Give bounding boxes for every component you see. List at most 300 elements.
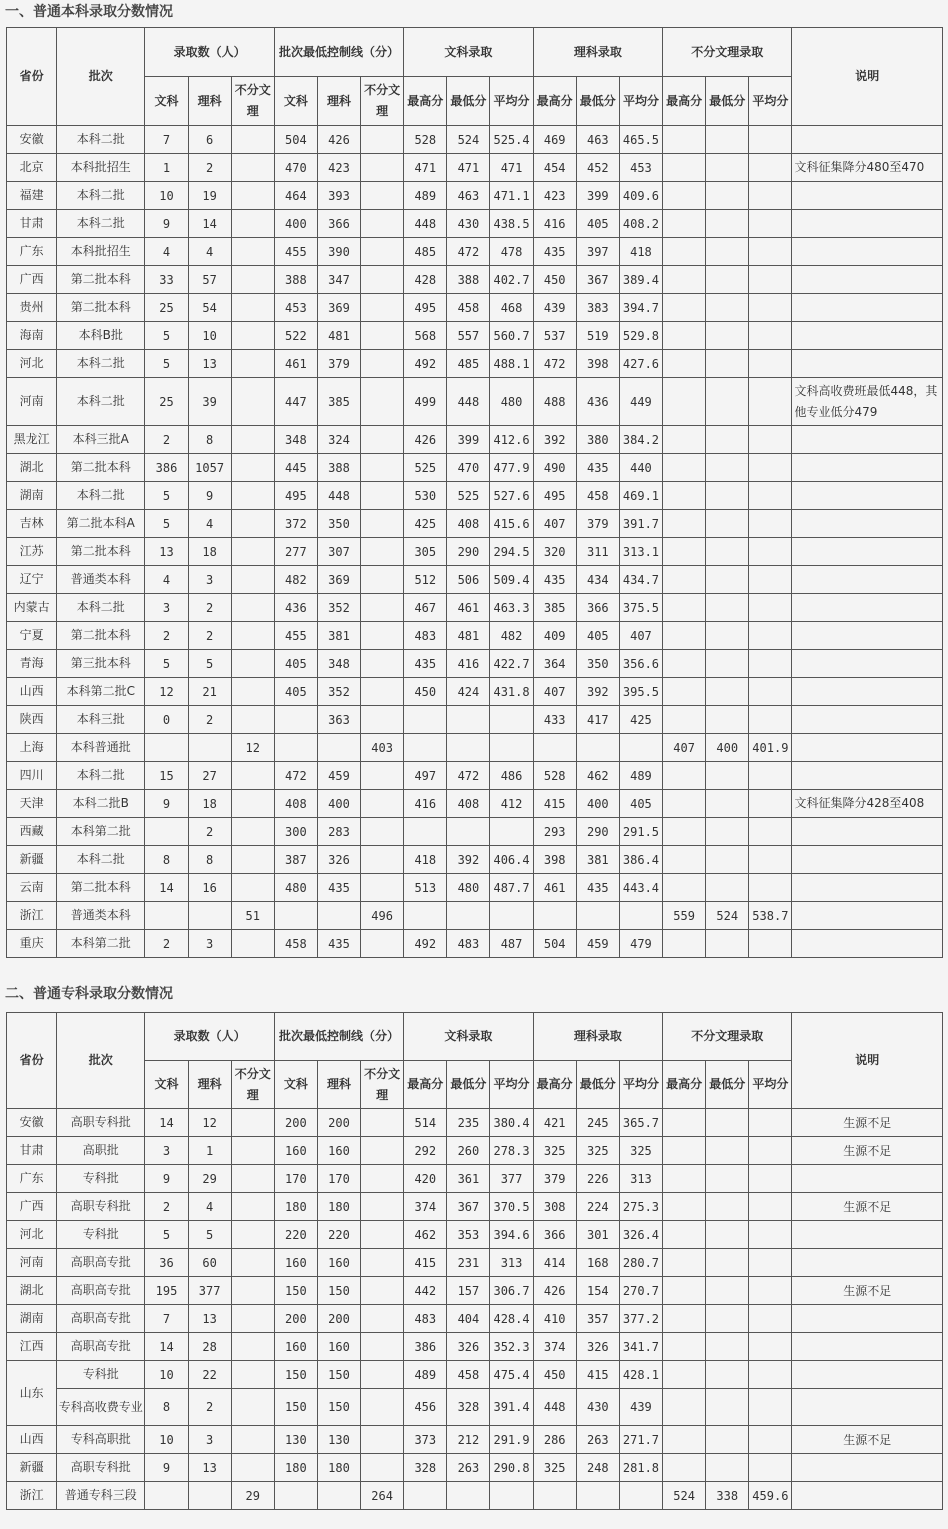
province-cell: 河北	[7, 350, 57, 378]
score-cell	[749, 1221, 792, 1249]
score-cell	[231, 210, 274, 238]
score-cell	[749, 426, 792, 454]
score-cell: 408	[447, 790, 490, 818]
score-cell: 4	[145, 566, 188, 594]
score-cell: 1	[145, 154, 188, 182]
score-cell: 150	[317, 1361, 360, 1389]
score-cell: 10	[145, 1426, 188, 1454]
score-cell: 4	[188, 510, 231, 538]
score-cell	[663, 566, 706, 594]
note-cell	[792, 678, 943, 706]
province-cell: 湖北	[7, 454, 57, 482]
score-cell: 435	[576, 454, 619, 482]
score-cell	[663, 874, 706, 902]
score-cell: 5	[188, 650, 231, 678]
score-cell: 489	[404, 1361, 447, 1389]
score-cell	[231, 154, 274, 182]
score-cell: 459.6	[749, 1482, 792, 1510]
score-cell	[576, 734, 619, 762]
score-cell	[231, 1426, 274, 1454]
note-cell: 文科征集降分480至470	[792, 154, 943, 182]
score-cell	[361, 350, 404, 378]
subheader-like: 理科	[188, 77, 231, 126]
score-cell	[706, 1165, 749, 1193]
score-cell: 293	[533, 818, 576, 846]
score-cell: 504	[533, 930, 576, 958]
score-cell	[619, 1482, 662, 1510]
score-cell: 366	[317, 210, 360, 238]
score-cell	[749, 266, 792, 294]
score-cell: 21	[188, 678, 231, 706]
score-cell: 7	[145, 126, 188, 154]
score-cell	[231, 678, 274, 706]
score-cell	[706, 818, 749, 846]
score-cell: 489	[619, 762, 662, 790]
note-cell	[792, 482, 943, 510]
score-cell: 415.6	[490, 510, 533, 538]
score-cell	[361, 622, 404, 650]
score-cell: 352	[317, 594, 360, 622]
score-cell: 160	[317, 1333, 360, 1361]
score-cell: 481	[317, 322, 360, 350]
province-cell: 安徽	[7, 1109, 57, 1137]
subheader-min: 最低分	[447, 1061, 490, 1109]
score-cell: 477.9	[490, 454, 533, 482]
score-cell	[663, 1361, 706, 1389]
score-cell	[706, 510, 749, 538]
score-cell: 485	[404, 238, 447, 266]
note-cell	[792, 322, 943, 350]
score-cell: 324	[317, 426, 360, 454]
score-cell	[663, 182, 706, 210]
note-cell	[792, 734, 943, 762]
note-cell	[792, 294, 943, 322]
score-cell: 14	[145, 1109, 188, 1137]
score-cell: 471	[404, 154, 447, 182]
score-cell: 260	[447, 1137, 490, 1165]
score-cell	[706, 566, 749, 594]
subheader-avg: 平均分	[619, 1061, 662, 1109]
note-cell	[792, 1454, 943, 1482]
score-cell	[188, 902, 231, 930]
subheader-min: 最低分	[576, 77, 619, 126]
score-cell: 29	[231, 1482, 274, 1510]
score-cell	[663, 238, 706, 266]
score-cell: 369	[317, 294, 360, 322]
subheader-wenke: 文科	[274, 1061, 317, 1109]
score-cell: 12	[188, 1109, 231, 1137]
note-cell: 生源不足	[792, 1426, 943, 1454]
batch-cell: 第三批本科	[57, 650, 145, 678]
score-cell: 290	[447, 538, 490, 566]
note-cell	[792, 706, 943, 734]
score-cell: 328	[447, 1389, 490, 1426]
score-cell: 416	[404, 790, 447, 818]
note-cell	[792, 1165, 943, 1193]
score-cell: 436	[576, 378, 619, 426]
score-cell: 2	[188, 706, 231, 734]
score-cell	[231, 874, 274, 902]
subheader-min: 最低分	[447, 77, 490, 126]
score-cell: 527.6	[490, 482, 533, 510]
province-cell: 新疆	[7, 1454, 57, 1482]
score-cell: 439	[619, 1389, 662, 1426]
score-cell: 370.5	[490, 1193, 533, 1221]
score-cell: 459	[576, 930, 619, 958]
score-cell: 379	[576, 510, 619, 538]
score-cell: 338	[706, 1482, 749, 1510]
score-cell	[749, 650, 792, 678]
score-cell: 13	[145, 538, 188, 566]
header-enroll: 录取数（人）	[145, 28, 274, 77]
score-cell: 400	[576, 790, 619, 818]
score-cell	[663, 126, 706, 154]
subheader-wenke: 文科	[145, 1061, 188, 1109]
score-cell: 311	[576, 538, 619, 566]
score-cell: 14	[145, 874, 188, 902]
score-cell	[361, 1249, 404, 1277]
score-cell: 475.4	[490, 1361, 533, 1389]
score-cell: 407	[533, 510, 576, 538]
score-cell: 524	[447, 126, 490, 154]
note-cell	[792, 594, 943, 622]
note-cell	[792, 566, 943, 594]
province-cell: 西藏	[7, 818, 57, 846]
province-cell: 重庆	[7, 930, 57, 958]
subheader-bufen: 不分文理	[361, 77, 404, 126]
score-cell: 497	[404, 762, 447, 790]
score-cell	[404, 734, 447, 762]
score-cell: 300	[274, 818, 317, 846]
score-cell	[749, 706, 792, 734]
table-row	[7, 1165, 943, 1193]
note-cell	[792, 650, 943, 678]
score-cell	[490, 902, 533, 930]
score-cell	[231, 510, 274, 538]
score-cell: 458	[274, 930, 317, 958]
province-cell: 广西	[7, 1193, 57, 1221]
score-cell: 275.3	[619, 1193, 662, 1221]
header-li: 理科录取	[533, 1013, 662, 1061]
score-cell	[749, 350, 792, 378]
province-cell: 陕西	[7, 706, 57, 734]
batch-cell: 普通类本科	[57, 566, 145, 594]
score-cell	[317, 1482, 360, 1510]
score-cell: 417	[576, 706, 619, 734]
score-cell	[706, 790, 749, 818]
score-cell	[749, 1109, 792, 1137]
score-cell: 394.6	[490, 1221, 533, 1249]
score-cell: 150	[274, 1361, 317, 1389]
score-cell: 8	[145, 846, 188, 874]
table-row	[7, 930, 943, 958]
table-row	[7, 1454, 943, 1482]
table-row	[7, 790, 943, 818]
score-cell: 428.1	[619, 1361, 662, 1389]
score-cell: 488	[533, 378, 576, 426]
score-cell: 18	[188, 538, 231, 566]
score-cell	[361, 454, 404, 482]
score-cell: 406.4	[490, 846, 533, 874]
score-cell: 400	[317, 790, 360, 818]
score-cell	[145, 818, 188, 846]
score-cell: 388	[317, 454, 360, 482]
score-cell: 2	[145, 1193, 188, 1221]
score-cell: 154	[576, 1277, 619, 1305]
score-cell: 9	[145, 1165, 188, 1193]
score-cell: 2	[188, 154, 231, 182]
province-cell: 广东	[7, 1165, 57, 1193]
score-cell	[706, 1389, 749, 1426]
score-cell: 431.8	[490, 678, 533, 706]
score-cell: 472	[533, 350, 576, 378]
note-cell: 生源不足	[792, 1277, 943, 1305]
score-cell: 54	[188, 294, 231, 322]
table-row	[7, 706, 943, 734]
score-cell	[231, 538, 274, 566]
score-cell: 2	[188, 1389, 231, 1426]
score-cell	[533, 734, 576, 762]
subheader-avg: 平均分	[619, 77, 662, 126]
province-cell: 天津	[7, 790, 57, 818]
score-cell: 366	[576, 594, 619, 622]
score-cell: 326	[317, 846, 360, 874]
score-cell	[231, 1454, 274, 1482]
batch-cell: 专科批	[57, 1165, 145, 1193]
score-cell: 220	[274, 1221, 317, 1249]
score-cell: 495	[533, 482, 576, 510]
score-cell: 404	[447, 1305, 490, 1333]
score-cell: 409	[533, 622, 576, 650]
score-cell: 436	[274, 594, 317, 622]
score-cell: 524	[663, 1482, 706, 1510]
score-cell: 168	[576, 1249, 619, 1277]
subheader-like: 理科	[317, 77, 360, 126]
score-cell	[361, 538, 404, 566]
score-cell: 180	[274, 1454, 317, 1482]
note-cell	[792, 182, 943, 210]
score-cell: 28	[188, 1333, 231, 1361]
score-cell: 3	[188, 566, 231, 594]
score-cell: 5	[145, 1221, 188, 1249]
score-cell: 8	[188, 426, 231, 454]
score-cell	[231, 566, 274, 594]
score-cell: 4	[188, 1193, 231, 1221]
score-cell: 5	[145, 650, 188, 678]
score-cell	[706, 1426, 749, 1454]
score-cell	[749, 454, 792, 482]
score-cell: 478	[490, 238, 533, 266]
batch-cell: 第二批本科	[57, 294, 145, 322]
score-cell: 160	[317, 1137, 360, 1165]
province-cell: 海南	[7, 322, 57, 350]
score-cell	[404, 902, 447, 930]
score-cell: 418	[619, 238, 662, 266]
score-cell: 512	[404, 566, 447, 594]
score-cell: 385	[533, 594, 576, 622]
note-cell: 文科高收费班最低448，其他专业低分479	[792, 378, 943, 426]
score-cell	[663, 1277, 706, 1305]
table-row	[7, 182, 943, 210]
score-cell: 453	[274, 294, 317, 322]
score-cell	[447, 818, 490, 846]
subheader-bufen: 不分文理	[231, 1061, 274, 1109]
score-cell: 482	[274, 566, 317, 594]
score-cell: 280.7	[619, 1249, 662, 1277]
score-cell: 9	[145, 790, 188, 818]
score-cell: 405	[274, 678, 317, 706]
table-row	[7, 510, 943, 538]
score-cell: 395.5	[619, 678, 662, 706]
score-cell: 487	[490, 930, 533, 958]
score-cell	[663, 1333, 706, 1361]
score-cell	[231, 762, 274, 790]
note-cell	[792, 1482, 943, 1510]
note-cell	[792, 846, 943, 874]
score-cell: 469.1	[619, 482, 662, 510]
score-cell: 25	[145, 378, 188, 426]
score-cell: 283	[317, 818, 360, 846]
junior-college-score-table	[6, 1012, 943, 1510]
subheader-max: 最高分	[533, 1061, 576, 1109]
score-cell: 294.5	[490, 538, 533, 566]
score-cell: 483	[404, 1305, 447, 1333]
score-cell: 381	[576, 846, 619, 874]
score-cell	[749, 294, 792, 322]
score-cell	[231, 930, 274, 958]
score-cell: 434	[576, 566, 619, 594]
score-cell: 8	[145, 1389, 188, 1426]
province-cell: 湖南	[7, 482, 57, 510]
score-cell: 471.1	[490, 182, 533, 210]
note-cell	[792, 874, 943, 902]
score-cell: 391.4	[490, 1389, 533, 1426]
score-cell	[663, 762, 706, 790]
score-cell: 410	[533, 1305, 576, 1333]
score-cell: 1057	[188, 454, 231, 482]
score-cell	[749, 482, 792, 510]
score-cell: 538.7	[749, 902, 792, 930]
score-cell: 454	[533, 154, 576, 182]
score-cell	[663, 294, 706, 322]
score-cell	[231, 1165, 274, 1193]
score-cell	[231, 126, 274, 154]
score-cell: 263	[576, 1426, 619, 1454]
batch-cell: 专科批	[57, 1221, 145, 1249]
table-row	[7, 874, 943, 902]
subheader-avg: 平均分	[749, 77, 792, 126]
score-cell: 270.7	[619, 1277, 662, 1305]
subheader-max: 最高分	[404, 1061, 447, 1109]
batch-cell: 本科B批	[57, 322, 145, 350]
score-cell: 461	[533, 874, 576, 902]
score-cell	[749, 622, 792, 650]
score-cell: 482	[490, 622, 533, 650]
score-cell: 447	[274, 378, 317, 426]
province-cell: 湖北	[7, 1277, 57, 1305]
score-cell	[317, 902, 360, 930]
score-cell	[663, 706, 706, 734]
batch-cell: 第二批本科A	[57, 510, 145, 538]
table-row	[7, 294, 943, 322]
batch-cell: 本科二批B	[57, 790, 145, 818]
score-cell	[706, 126, 749, 154]
score-cell: 170	[317, 1165, 360, 1193]
table-row	[7, 566, 943, 594]
note-cell	[792, 210, 943, 238]
score-cell	[663, 1137, 706, 1165]
score-cell: 458	[447, 294, 490, 322]
score-cell: 483	[404, 622, 447, 650]
score-cell	[749, 818, 792, 846]
score-cell: 365.7	[619, 1109, 662, 1137]
score-cell	[361, 510, 404, 538]
score-cell: 305	[404, 538, 447, 566]
batch-cell: 高职高专批	[57, 1333, 145, 1361]
score-cell	[749, 1193, 792, 1221]
score-cell: 160	[274, 1333, 317, 1361]
score-cell: 195	[145, 1277, 188, 1305]
batch-cell: 本科批招生	[57, 154, 145, 182]
score-cell	[706, 538, 749, 566]
header-note: 说明	[792, 28, 943, 126]
score-cell: 385	[317, 378, 360, 426]
score-cell: 479	[619, 930, 662, 958]
province-cell: 甘肃	[7, 1137, 57, 1165]
score-cell: 150	[317, 1389, 360, 1426]
score-cell: 525	[447, 482, 490, 510]
score-cell: 425	[619, 706, 662, 734]
score-cell	[663, 510, 706, 538]
score-cell	[361, 874, 404, 902]
province-cell: 河南	[7, 378, 57, 426]
score-cell	[361, 294, 404, 322]
score-cell	[663, 426, 706, 454]
score-cell: 320	[533, 538, 576, 566]
score-cell	[317, 734, 360, 762]
score-cell	[361, 482, 404, 510]
score-cell	[663, 322, 706, 350]
score-cell: 525.4	[490, 126, 533, 154]
province-cell: 湖南	[7, 1305, 57, 1333]
score-cell	[361, 1305, 404, 1333]
score-cell	[706, 650, 749, 678]
subheader-max: 最高分	[404, 77, 447, 126]
score-cell: 380	[576, 426, 619, 454]
score-cell	[663, 1305, 706, 1333]
batch-cell: 本科第二批C	[57, 678, 145, 706]
score-cell: 290	[576, 818, 619, 846]
score-cell: 405	[619, 790, 662, 818]
score-cell	[663, 678, 706, 706]
score-cell: 384.2	[619, 426, 662, 454]
note-cell: 生源不足	[792, 1193, 943, 1221]
score-cell: 525	[404, 454, 447, 482]
score-cell	[663, 350, 706, 378]
table-row	[7, 1333, 943, 1361]
score-cell: 357	[576, 1305, 619, 1333]
score-cell	[663, 538, 706, 566]
table-row	[7, 1109, 943, 1137]
score-cell	[361, 762, 404, 790]
score-cell: 464	[274, 182, 317, 210]
score-cell: 488.1	[490, 350, 533, 378]
score-cell: 325	[619, 1137, 662, 1165]
score-cell: 2	[145, 426, 188, 454]
score-cell: 212	[447, 1426, 490, 1454]
note-cell: 文科征集降分428至408	[792, 790, 943, 818]
score-cell: 559	[663, 902, 706, 930]
